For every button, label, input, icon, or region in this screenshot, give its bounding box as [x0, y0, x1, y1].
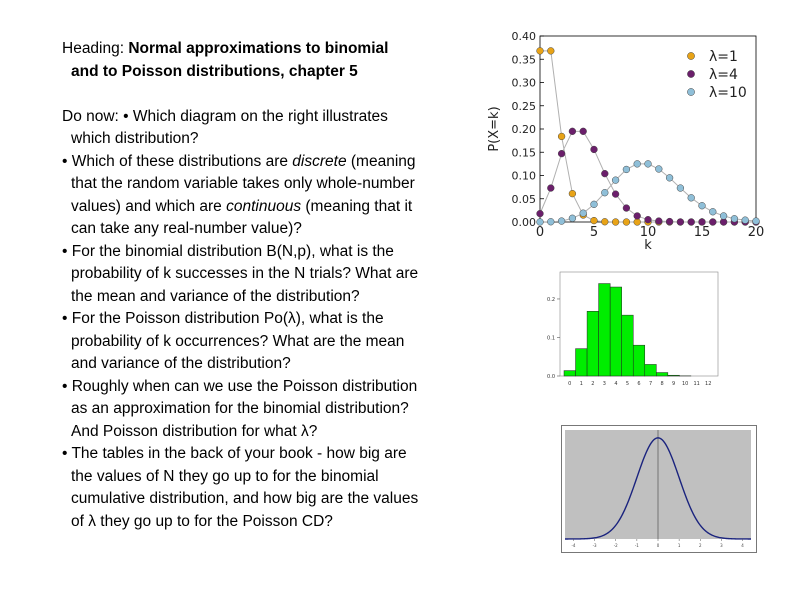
x-tick-label: 5	[625, 381, 630, 387]
x-tick-label: 2	[591, 381, 595, 387]
data-point	[623, 205, 630, 212]
x-tick-label: 8	[660, 381, 664, 387]
data-point	[645, 160, 652, 167]
data-point	[634, 160, 641, 167]
legend-label: λ=10	[709, 85, 747, 101]
normal-curve-chart	[561, 425, 757, 553]
histogram-bar	[633, 345, 645, 376]
data-point	[547, 47, 554, 54]
question-3: • For the binomial distribution B(N,p), what is the	[62, 242, 394, 260]
x-tick-label: 5	[589, 225, 599, 240]
question-4-line-2: probability of k occurrences? What are the mean	[71, 332, 405, 350]
spacer	[62, 83, 482, 106]
histogram-bar	[668, 375, 680, 376]
histogram-bar	[610, 287, 622, 376]
data-point	[677, 219, 684, 226]
x-tick-label: 20	[747, 225, 764, 240]
q2-text-post: (meaning	[346, 152, 416, 170]
x-tick-label: -3	[592, 543, 597, 548]
heading	[62, 38, 482, 61]
y-tick-label: 0.30	[511, 76, 536, 90]
legend-marker	[687, 52, 694, 59]
x-tick-label: 1	[579, 381, 583, 387]
question-5-line-2: as an approximation for the binomial distribution?	[71, 400, 409, 417]
data-point	[634, 213, 641, 220]
data-point	[547, 185, 554, 192]
x-tick-label: 2	[698, 543, 702, 548]
histogram-bar	[656, 373, 668, 376]
x-tick-label: 0	[568, 381, 572, 387]
data-point	[655, 166, 662, 173]
histogram-bar	[622, 315, 634, 376]
slide-text	[62, 38, 482, 533]
histogram-chart	[534, 266, 724, 396]
data-point	[591, 217, 598, 224]
x-tick-label: -4	[571, 543, 576, 548]
data-point	[558, 150, 565, 157]
data-point	[742, 217, 749, 224]
question-3-line-3: the mean and variance of the distribution?	[71, 287, 360, 305]
legend-marker	[687, 70, 694, 77]
histogram-bar	[587, 311, 599, 376]
y-tick-label: 0.40	[511, 30, 536, 43]
data-point	[709, 219, 716, 226]
data-point	[699, 202, 706, 209]
histogram-bar	[576, 349, 588, 376]
x-tick-label: 10	[639, 225, 657, 240]
data-point	[558, 133, 565, 140]
data-point	[612, 191, 619, 198]
x-tick-label: 0	[535, 225, 545, 240]
data-point	[547, 218, 554, 225]
x-tick-label: 3	[602, 381, 606, 387]
data-point	[580, 210, 587, 217]
question-3-line-2: probability of k successes in the N trials? What are	[71, 265, 419, 282]
data-point	[688, 194, 695, 201]
histogram-bar	[645, 364, 657, 376]
y-tick-label: 0.1	[547, 335, 555, 342]
x-tick-label: 12	[705, 381, 712, 387]
question-6: • The tables in the back of your book - how big are	[62, 445, 407, 462]
question-5-line-3: And Poisson distribution for what λ?	[71, 422, 318, 440]
legend-marker	[687, 88, 694, 95]
x-tick-label: 4	[741, 543, 744, 548]
x-tick-label: 0	[656, 543, 660, 548]
data-point	[537, 47, 544, 54]
x-tick-label: 1	[677, 543, 681, 548]
x-tick-label: 15	[693, 225, 711, 240]
y-tick-label: 0.15	[511, 146, 536, 160]
heading-title-cont: and to Poisson distributions, chapter 5	[71, 62, 358, 80]
heading-label: Heading:	[62, 40, 125, 57]
heading-title: Normal approximations to binomial	[128, 40, 389, 57]
x-tick-label: 7	[648, 381, 653, 387]
data-point	[580, 128, 587, 135]
data-point	[720, 219, 727, 226]
data-point	[537, 210, 544, 217]
question-6-line-4: of λ they go up to for the Poisson CD?	[71, 512, 333, 530]
data-point	[569, 128, 576, 135]
data-point	[623, 166, 630, 173]
data-point	[601, 170, 608, 177]
data-point	[720, 213, 727, 220]
q2-text: • Which of these distributions are	[62, 152, 293, 170]
q2-emphasis-continuous: continuous	[226, 197, 302, 215]
poisson-chart	[484, 24, 764, 256]
data-point	[655, 218, 662, 225]
y-axis-label: P(X=k)	[487, 106, 502, 152]
q2-line3-post: (meaning that it	[301, 197, 413, 215]
x-tick-label: 6	[637, 381, 641, 387]
y-tick-label: 0.25	[511, 99, 536, 113]
data-point	[634, 219, 641, 226]
legend-label: λ=1	[709, 49, 738, 65]
q2-emphasis-discrete: discrete	[292, 152, 347, 170]
y-tick-label: 0.20	[511, 123, 536, 136]
data-point	[601, 189, 608, 196]
question-1-cont: which distribution?	[71, 130, 199, 147]
x-tick-label: -2	[613, 543, 618, 548]
x-tick-label: 11	[693, 381, 700, 387]
data-point	[569, 215, 576, 222]
data-point	[645, 216, 652, 223]
y-tick-label: 0.35	[511, 53, 536, 67]
y-tick-label: 0.0	[547, 374, 555, 380]
y-tick-label: 0.2	[547, 296, 555, 303]
x-axis-label: k	[644, 238, 652, 253]
data-point	[688, 219, 695, 226]
data-point	[591, 201, 598, 208]
data-point	[731, 215, 738, 222]
question-2	[62, 151, 482, 174]
data-point	[677, 185, 684, 192]
y-tick-label: 0.00	[511, 216, 536, 229]
data-point	[709, 208, 716, 215]
x-tick-label: -1	[634, 543, 639, 548]
question-4: • For the Poisson distribution Po(λ), what is the	[62, 310, 384, 327]
histogram-bar	[599, 284, 611, 376]
x-tick-label: 3	[720, 543, 723, 548]
question-6-line-3: cumulative distribution, and how big are the values	[71, 490, 419, 507]
data-point	[537, 219, 544, 226]
y-tick-label: 0.10	[511, 169, 536, 183]
x-tick-label: 4	[614, 381, 618, 387]
data-point	[666, 218, 673, 225]
question-2-line-3	[62, 196, 482, 219]
question-6-line-2: the values of N they go up to for the binomial	[71, 467, 379, 485]
histogram-bar	[564, 371, 576, 376]
question-4-line-3: and variance of the distribution?	[71, 355, 291, 372]
q2-line3-text: values) and which are	[71, 197, 227, 215]
y-tick-label: 0.05	[511, 192, 536, 206]
data-point	[699, 219, 706, 226]
data-point	[591, 146, 598, 153]
x-tick-label: 9	[672, 381, 676, 387]
data-point	[601, 218, 608, 225]
legend-label: λ=4	[709, 67, 738, 83]
data-point	[623, 219, 630, 226]
data-point	[569, 190, 576, 197]
data-point	[612, 219, 619, 226]
question-2-line-2: that the random variable takes only whole-number	[71, 175, 415, 192]
data-point	[666, 174, 673, 181]
do-now-intro: Do now: • Which diagram on the right illustrates	[62, 107, 388, 125]
data-point	[753, 218, 760, 225]
question-2-line-4: can take any real-number value)?	[71, 220, 302, 237]
data-point	[558, 218, 565, 225]
data-point	[612, 177, 619, 184]
question-5: • Roughly when can we use the Poisson distribution	[62, 377, 418, 395]
x-tick-label: 10	[681, 381, 689, 387]
